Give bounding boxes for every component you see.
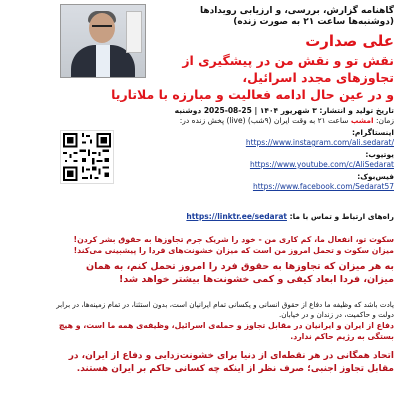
publish-date: تاریخ تولید و انتشار: ۳ شهریور ۱۴۰۴ | 25-08-2025 دوشنبه: [174, 106, 394, 115]
paragraph-defense: دفاع از ایران و ایرانیان در مقابل تجاوز و حمله‌ی اسرائیل، وظیفه‌ی همه ما است، و هیچ بستگی به رژیم حاکم ندارد.: [58, 321, 394, 341]
linktree-link[interactable]: https://linktr.ee/sedarat: [186, 212, 287, 221]
title-line-1: نقش تو و نقش من در پیشگیری از: [182, 53, 394, 68]
paragraph-tolerance: به هر میزان که تجاوزها به حقوق فرد را امروز تحمل کنم، به همان میزان، فردا ابعاد کیفی و کمی خشونت‌ها بیشتر خواهد شد!: [86, 261, 394, 285]
paragraph-reminder: یادت باشد که وظیفه ما دفاع از حقوق انسانی و یکسانی تمام ایرانیان است، بدون استثنا، در تمام زمینه‌ها، در برابر دولت و حاکمیت، در زندان و در خیابان.: [56, 300, 394, 319]
title-line-2: تجاوزهای مجدد اسرائیل،: [242, 70, 394, 85]
facebook-label: فیس‌بوک:: [357, 172, 394, 181]
paragraph-unity: اتحاد همگانی در هر نقطه‌ای از دنیا برای خشونت‌زدایی و دفاع از ایران، در مقابل تجاوز اجنبی؛ صرف نظر از اینکه چه کسانی حاکم بر ایران هستند.: [68, 351, 394, 374]
author-name: علی صدارت: [305, 32, 394, 50]
youtube-label: یوتیوب:: [365, 150, 394, 159]
instagram-label: اینستاگرام:: [351, 128, 394, 137]
contact-label: راه‌های ارتباط و تماس با ما:: [289, 212, 394, 221]
time-rest: ساعت ۲۱ به وقت ایران (۹شب) (live) پخش زنده در:: [179, 116, 349, 125]
social-links: [154, 128, 394, 194]
contact-row: [94, 212, 394, 221]
youtube-link[interactable]: https://www.youtube.com/c/AliSedarat: [249, 160, 394, 169]
publication-note: گاهنامه گزارش، بررسی، و ارزیابی رویدادها (دوشنبه‌ها ساعت ۲۱ به صورت زنده): [199, 6, 394, 27]
article-title: [94, 52, 394, 103]
time-prefix: زمان:: [376, 116, 394, 125]
facebook-link[interactable]: https://www.facebook.com/Sedarat57: [252, 182, 394, 191]
instagram-link[interactable]: https://www.instagram.com/ali.sedarat/: [245, 138, 394, 147]
title-line-3: و در عین حال ادامه فعالیت و مبارزه با ملاتاریا: [111, 87, 394, 102]
qr-code-icon[interactable]: [60, 130, 114, 184]
paragraph-silence: سکوت تو، انفعال ما، کم کاری من - خود را شریک جرم تجاوزها به حقوق بشر کردن! میزان سکوت و تحمل امروز من است که میزان خشونت‌های فردا را پیشبینی می‌کند!: [73, 235, 394, 255]
live-time: [64, 116, 394, 126]
time-highlight: امشب: [350, 116, 374, 125]
